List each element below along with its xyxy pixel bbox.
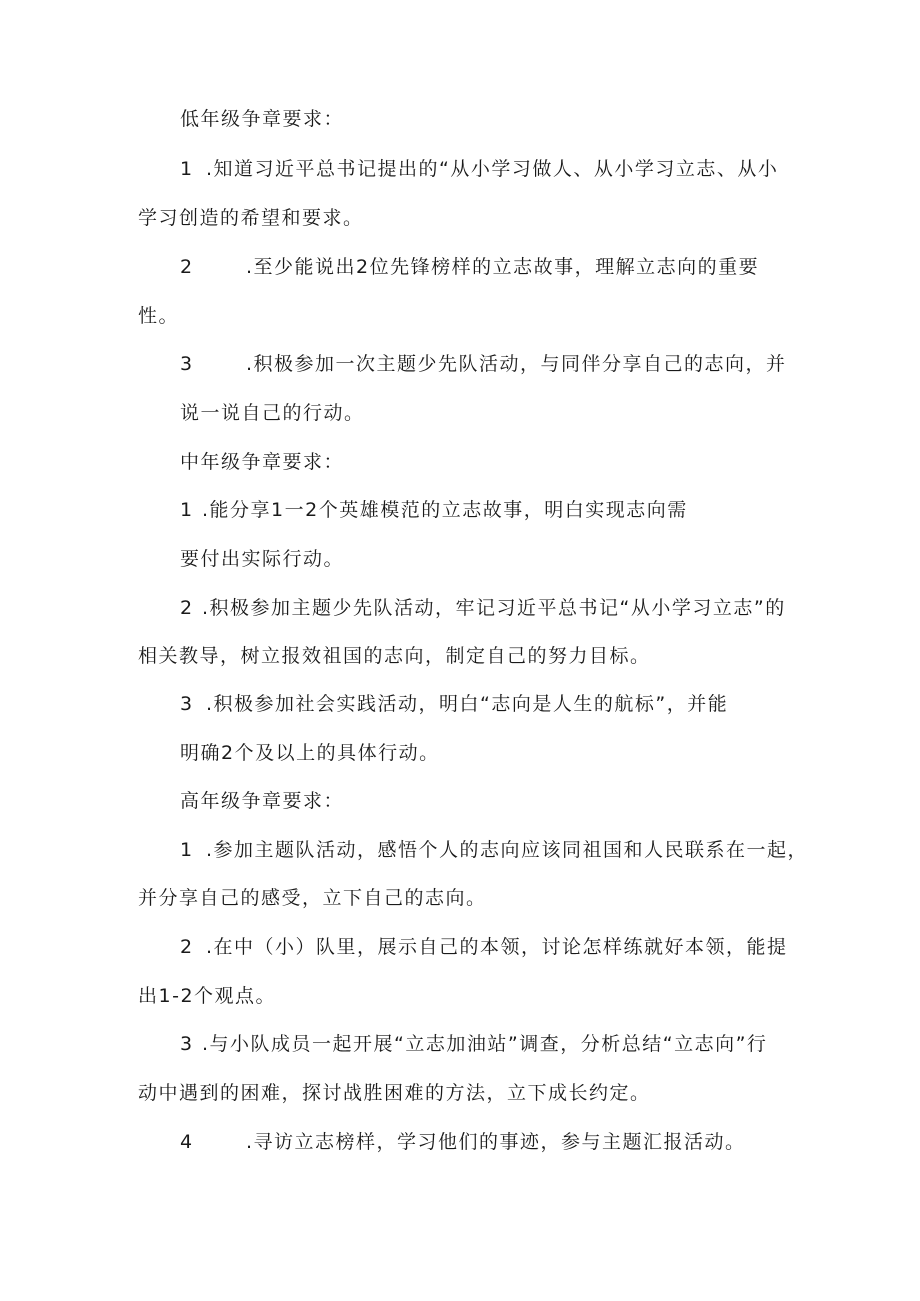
high-item-1-line-2: 并分享自己的感受，立下自己的志向。	[138, 887, 487, 909]
mid-grade-heading: 中年级争章要求：	[180, 451, 345, 473]
low-item-1-line-2: 学习创造的希望和要求。	[138, 207, 364, 229]
high-item-2-line-2: 出1-2个观点。	[138, 985, 277, 1007]
item-text: .积极参加社会实践活动，明白“志向是人生的航标”，并能	[206, 693, 729, 715]
item-number: 1	[180, 158, 194, 180]
item-text: .参加主题队活动，感悟个人的志向应该同祖国和人民联系在一起，	[206, 839, 809, 861]
low-item-1-line-1	[180, 157, 778, 181]
item-number: 1	[180, 839, 194, 861]
item-number: 2	[180, 597, 194, 619]
item-number: 3	[180, 1033, 194, 1055]
item-text: .积极参加一次主题少先队活动，与同伴分享自己的志向，并	[246, 353, 787, 375]
item-number: 3	[180, 353, 194, 375]
item-number: 2	[180, 936, 194, 958]
mid-item-3-line-1	[180, 692, 728, 716]
item-text: .积极参加主题少先队活动，牢记习近平总书记“从小学习立志”的	[202, 597, 786, 619]
high-item-2-line-1	[180, 935, 788, 959]
mid-item-2-line-1	[180, 596, 786, 620]
mid-item-1-line-2: 要付出实际行动。	[180, 548, 345, 570]
low-grade-heading: 低年级争章要求：	[180, 108, 345, 130]
high-item-3-line-2: 动中遇到的困难，探讨战胜困难的方法，立下成长约定。	[138, 1082, 651, 1104]
item-text: .至少能说出2位先锋榜样的立志故事，理解立志向的重要	[246, 256, 760, 278]
item-text: .与小队成员一起开展“立志加油站”调查，分析总结“立志向”行	[202, 1033, 768, 1055]
item-text: .寻访立志榜样，学习他们的事迹，参与主题汇报活动。	[246, 1131, 746, 1153]
high-item-4-line-1	[180, 1130, 746, 1154]
item-number: 3	[180, 693, 194, 715]
item-number: 1	[180, 499, 194, 521]
item-text: .在中（小）队里，展示自己的本领，讨论怎样练就好本领，能提	[206, 936, 788, 958]
item-text: .知道习近平总书记提出的“从小学习做人、从小学习立志、从小	[206, 158, 779, 180]
low-item-3-line-1	[180, 352, 787, 376]
item-number: 4	[180, 1131, 194, 1153]
item-number: 2	[180, 256, 194, 278]
mid-item-2-line-2: 相关教导，树立报效祖国的志向，制定自己的努力目标。	[138, 645, 651, 667]
low-item-2-line-2: 性。	[138, 305, 180, 327]
item-text: .能分享1一2个英雄模范的立志故事，明白实现志向需	[202, 499, 688, 521]
high-grade-heading: 高年级争章要求：	[180, 790, 345, 812]
low-item-2-line-1	[180, 255, 759, 279]
mid-item-3-line-2: 明确2个及以上的具体行动。	[180, 742, 440, 764]
low-item-3-line-2: 说一说自己的行动。	[180, 402, 365, 424]
high-item-3-line-1	[180, 1032, 767, 1056]
high-item-1-line-1	[180, 838, 808, 862]
mid-item-1-line-1	[180, 498, 688, 522]
